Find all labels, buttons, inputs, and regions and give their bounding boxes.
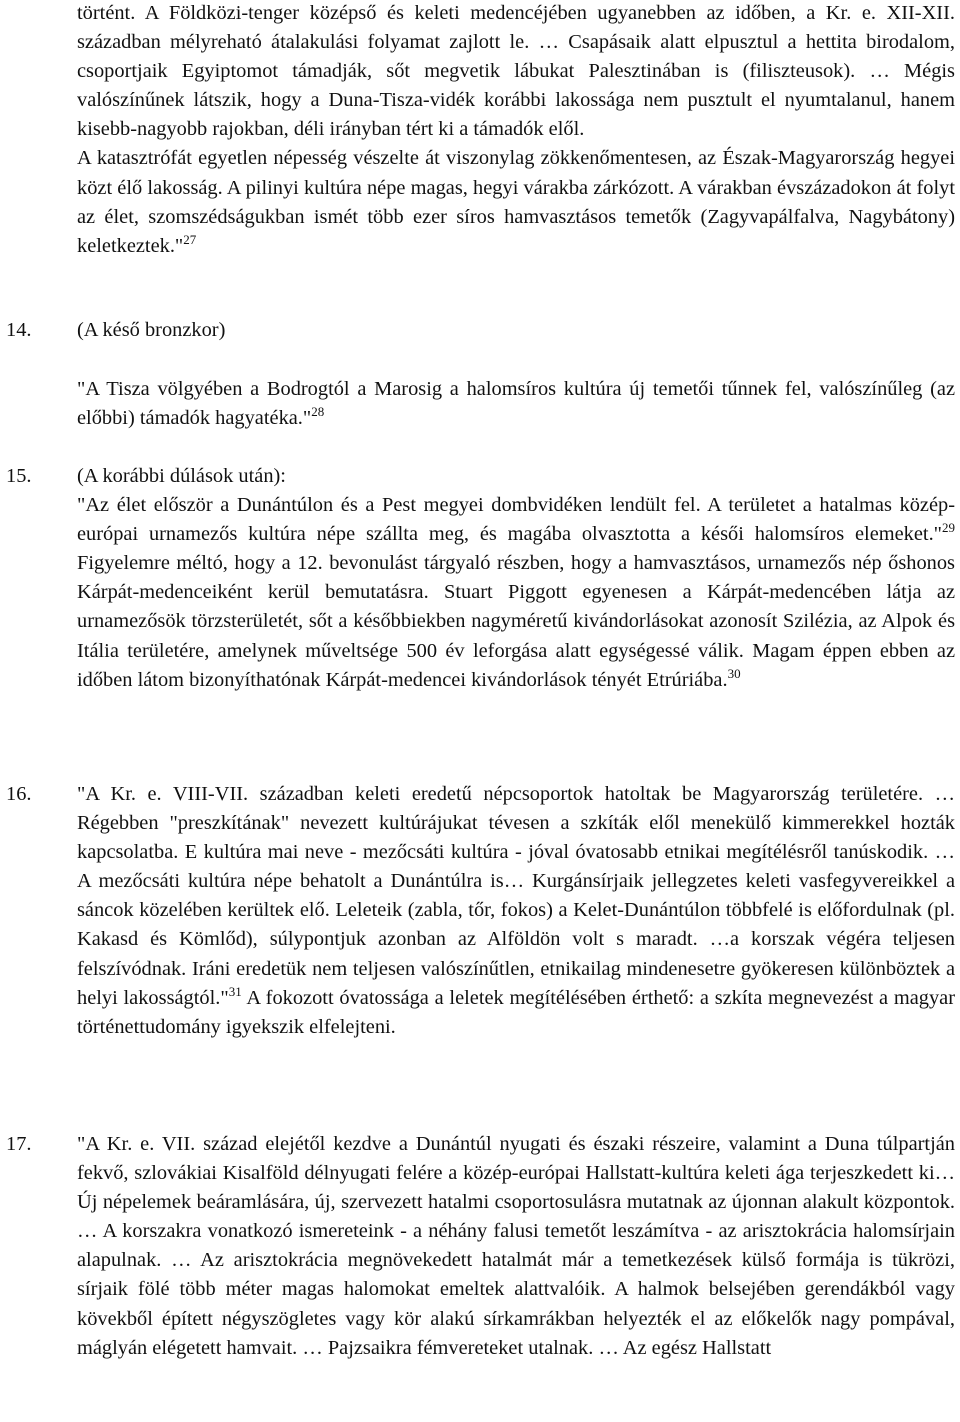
- item-15-paragraph: [77, 491, 955, 695]
- item-16-text-b: A fokozott óvatossága a leletek megítélésében érthető: a szkíta megnevezést a magyar történettudomány igyekszik elfelejteni.: [77, 986, 956, 1038]
- item-16-text-a: "A Kr. e. VIII-VII. században keleti eredetű népcsoportok hatoltak be Magyarország területére. … Régebben "preszkítának" nevezett kultúrájukat tévesen a szkíták elől menekülő kimmerekkel hozták kapcsolatba. E kultúra mai neve - mezőcsáti kultúra - jóval óvatosabb etnikai megítélésről tanúskodik. … A mezőcsáti kultúra népe behatolt a Dunántúlra is… Kurgánsírjaik jellegzetes keleti vasfegyvereikkel a sáncok közelében kerültek elő. Leleteik (zabla, tőr, fokos) a Kelet-Dunántúlon többfelé is előfordulnak (pl. Kakasd és Kömlőd), súlypontjuk azonban az Alföldön volt s maradt. …a korszak végéra teljesen felszívódnak. Iráni eredetük nem teljesen valószínűtlen, etnikailag mindenesetre gyökeresen különböztek a helyi lakosságtól.": [77, 783, 955, 1009]
- intro-block: [77, 0, 955, 261]
- item-17-block: [77, 1130, 955, 1363]
- item-15-heading: (A korábbi dúlások után):: [77, 465, 286, 487]
- item-14-block: [77, 375, 955, 433]
- item-16-block: [77, 780, 955, 1042]
- item-14-text: "A Tisza völgyében a Bodrogtól a Marosig a halomsíros kultúra új temetői tűnnek fel, valószínűleg (az előbbi) támadók hagyatéka.": [77, 378, 955, 430]
- footnote-ref-29: 29: [942, 520, 955, 536]
- intro-paragraph-1: történt. A Földközi-tenger középső és keleti medencéjében ugyanebben az időben, a Kr. e. XII-XII. században mélyreható átalakulási folyamat zajlott le. … Csapásaik alatt elpusztul a hettita birodalom, csoportjaik Egyiptomot támadják, sőt megvetik lábukat Palesztinában is (filiszteusok). … Mégis valószínűnek látszik, hogy a Duna-Tisza-vidék korábbi lakossága nem pusztult el nyumtalanul, hanem kisebb-nagyobb rajokban, déli irányban tért ki a támadók elől.: [77, 2, 955, 141]
- intro-paragraph-2: [77, 144, 955, 260]
- item-15-block: [77, 462, 955, 695]
- item-number-14: 14.: [6, 319, 32, 341]
- item-14-heading: (A késő bronzkor): [77, 319, 226, 341]
- item-number-16: 16.: [6, 783, 32, 805]
- item-number-15: 15.: [6, 465, 32, 487]
- item-16-paragraph: [77, 780, 955, 1042]
- item-15-text-a: "Az élet először a Dunántúlon és a Pest megyei dombvidéken lendült fel. A területet a hatalmas közép-európai urnamezős kultúra népe szállta meg, és magába olvasztotta a késői halomsíros elemeket.": [77, 494, 955, 546]
- item-17-paragraph: "A Kr. e. VII. század elejétől kezdve a Dunántúl nyugati és északi részeire, valamint a Duna túlpartján fekvő, szlovákiai Kisalföld délnyugati felére a közép-európai Hallstatt-kultúra keleti ága terjeszkedett ki… Új népelemek beáramlására, új, szervezett hatalmi csoportosulásra mutatnak az újonnan alakult központok. … A korszakra vonatkozó ismereteink - a néhány falusi temetőt leszámítva - az arisztokrácia halomsírjain alapulnak. … Az arisztokrácia megnövekedett hatalmát már a temetkezések külső formája is tükrözi, sírjaik fölé több méter magas halomokat emeltek alattvalóik. A halmok belsejében gerendákból vagy kövekből épített négyszögletes vagy kör alakú sírkamrákban helyezték el az előkelők nagy pompával, máglyán elégetett hamvait. … Pajzsaikra fémvereteket utalnak. … Az egész Hallstatt: [77, 1133, 955, 1359]
- footnote-ref-30: 30: [727, 665, 741, 681]
- item-number-17: 17.: [6, 1133, 32, 1155]
- item-15-text-b: Figyelemre méltó, hogy a 12. bevonulást tárgyaló részben, hogy a hamvasztásos, urnamezős nép őshonos Kárpát-medenceiként kerül bemutatásra. Stuart Piggott egyenesen a Kárpát-medencében látja az urnamezősök törzsterületét, sőt a későbbiekben nagyméretű kivándorlásokat azonosít Szilézia, az Alpok és Itália területére, amelynek műveltsége 500 év leforgása alatt egységessé válik. Magam éppen ebben az időben látom bizonyíthatónak Kárpát-medencei kivándorlások tényét Etrúriába.: [77, 552, 955, 691]
- intro-paragraph-2-text: A katasztrófát egyetlen népesség vészelte át viszonylag zökkenőmentesen, az Észak-Magyarország hegyei közt élő lakosság. A pilinyi kultúra népe magas, hegyi várakba zárkózott. A várakban évszázadokon át folyt az élet, szomszédságukban ismét több ezer síros hamvasztásos temetők (Zagyvapálfalva, Nagybátony) keletkeztek.": [77, 147, 955, 257]
- footnote-ref-28: 28: [311, 404, 325, 420]
- item-14-paragraph: [77, 375, 955, 433]
- footnote-ref-31: 31: [228, 983, 242, 999]
- footnote-ref-27: 27: [183, 231, 197, 247]
